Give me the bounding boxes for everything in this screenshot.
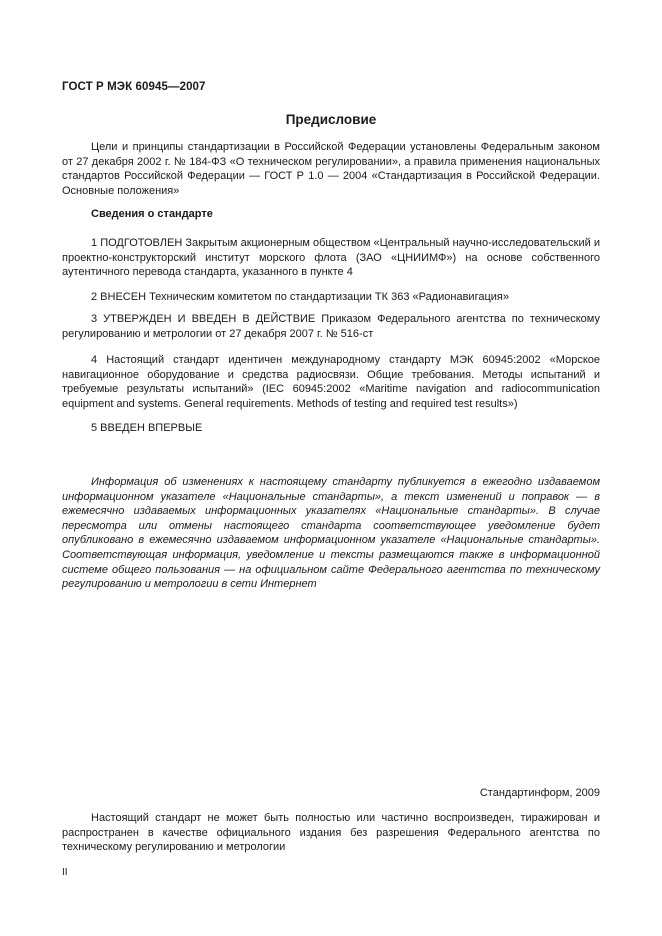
- item-2-submitted: 2 ВНЕСЕН Техническим комитетом по стандартизации ТК 363 «Радионавигация»: [91, 291, 509, 303]
- intro-paragraph: Цели и принципы стандартизации в Российской Федерации установлены Федеральным законом от 27 декабря 2002 г. № 184-ФЗ «О техническом регулировании», а правила применения национальных стандартов Российской Федерации — ГОСТ Р 1.0 — 2004 «Стандартизация в Российской Федерации. Основные положения»: [62, 141, 600, 197]
- item-3-approved: 3 УТВЕРЖДЕН И ВВЕДЕН В ДЕЙСТВИЕ Приказом Федерального агентства по техническому регулированию и метрологии от 27 декабря 2007 г. № 516-ст: [62, 313, 600, 340]
- info-notice: Информация об изменениях к настоящему стандарту публикуется в ежегодно издаваемом информационном указателе «Национальные стандарты», а текст изменений и поправок — в ежемесячно издаваемых информационных указателях «Национальные стандарты». В случае пересмотра или отмены настоящего стандарта соответствующее уведомление будет опубликовано в ежемесячно издаваемом информационном указателе «Национальные стандарты». Соответствующая информация, уведомление и тексты размещаются также в информационной системе общего пользования — на официальном сайте Федерального агентства по техническому регулированию и метрологии в сети Интернет: [62, 476, 600, 591]
- document-code: ГОСТ Р МЭК 60945—2007: [62, 81, 206, 93]
- item-1-prepared: 1 ПОДГОТОВЛЕН Закрытым акционерным обществом «Центральный научно-исследовательский и проектно-конструкторский институт морского флота (ЗАО «ЦНИИМФ») на основе собственного аутентичного перевода стандарта, указанного в пункте 4: [62, 237, 600, 279]
- item-5-introduced: 5 ВВЕДЕН ВПЕРВЫЕ: [91, 422, 203, 434]
- page-title: Предисловие: [285, 112, 377, 127]
- page-number: II: [62, 867, 68, 878]
- item-4-identical-standard: 4 Настоящий стандарт идентичен международному стандарту МЭК 60945:2002 «Морское навигационное оборудование и средства радиосвязи. Общие требования. Методы испытаний и требуемые результаты испытаний» (IEC 60945:2002 «Maritime navigation and radiocommunication equipment and systems. General requirements. Methods of testing and required test results»): [62, 354, 600, 410]
- copyright-notice: Настоящий стандарт не может быть полностью или частично воспроизведен, тиражирован и распространен в качестве официального издания без разрешения Федерального агентства по техническому регулированию и метрологии: [62, 812, 600, 854]
- publisher-line: Стандартинформ, 2009: [479, 787, 600, 799]
- section-heading: Сведения о стандарте: [91, 208, 213, 220]
